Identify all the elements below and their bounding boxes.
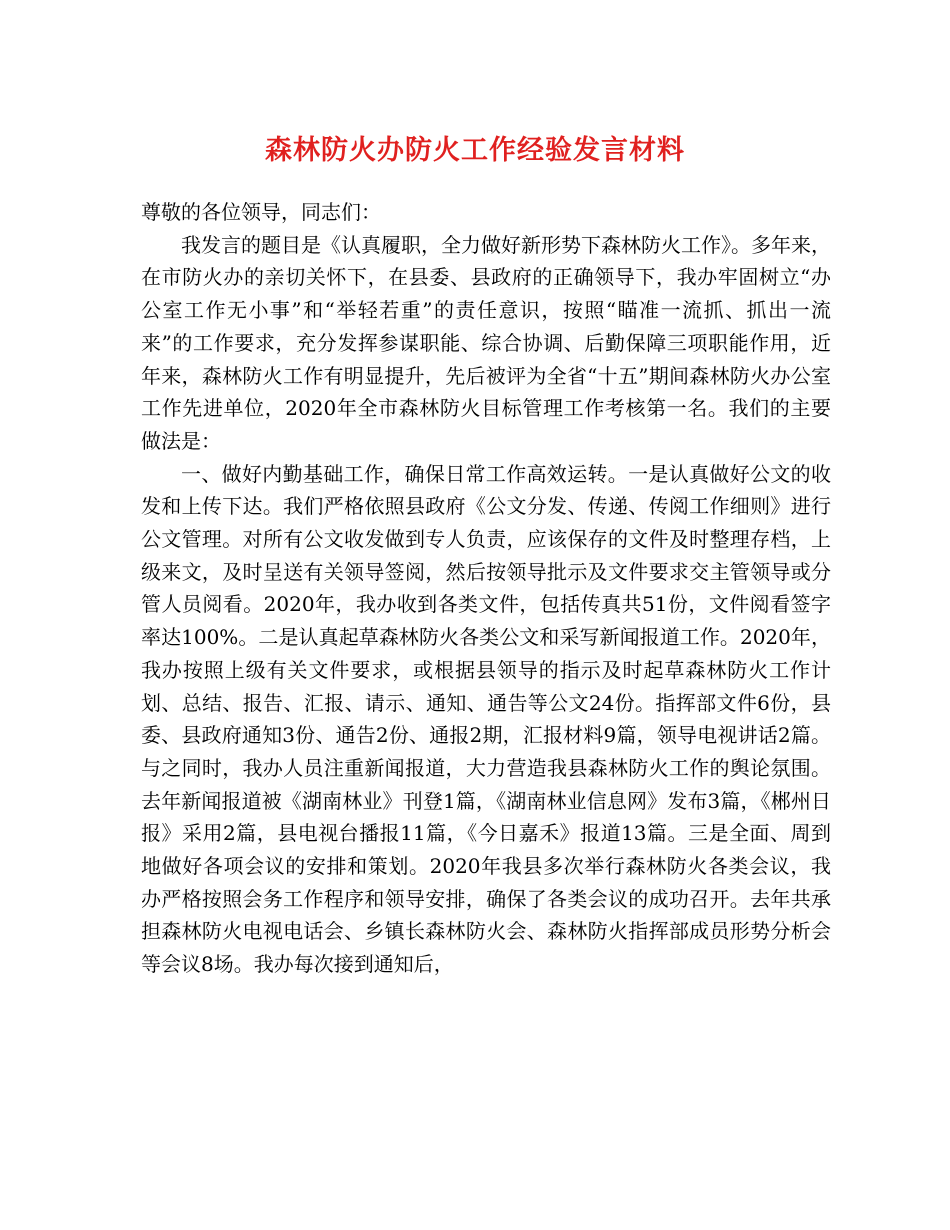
salutation: 尊敬的各位领导，同志们： xyxy=(141,200,381,224)
document-title: 森林防火办防火工作经验发言材料 xyxy=(265,135,685,166)
document-body xyxy=(141,196,831,981)
paragraph-intro: 我发言的题目是《认真履职，全力做好新形势下森林防火工作》。多年来，在市防火办的亲切关怀下，在县委、县政府的正确领导下，我办牢固树立“办公室工作无小事”和“举轻若重”的责任意识，按照“瞄准一流抓、抓出一流来”的工作要求，充分发挥参谋职能、综合协调、后勤保障三项职能作用，近年来，森林防火工作有明显提升，先后被评为全省“十五”期间森林防火办公室工作先进单位，2020年全市森林防火目标管理工作考核第一名。我们的主要做法是： xyxy=(141,232,831,453)
paragraph-section-one: 一、做好内勤基础工作，确保日常工作高效运转。一是认真做好公文的收发和上传下达。我们严格依照县政府《公文分发、传递、传阅工作细则》进行公文管理。对所有公文收发做到专人负责，应该保存的文件及时整理存档，上级来文，及时呈送有关领导签阅，然后按领导批示及文件要求交主管领导或分管人员阅看。2020年，我办收到各类文件，包括传真共51份，文件阅看签字率达100%。二是认真起草森林防火各类公文和采写新闻报道工作。2020年，我办按照上级有关文件要求，或根据县领导的指示及时起草森林防火工作计划、总结、报告、汇报、请示、通知、通告等公文24份。指挥部文件6份，县委、县政府通知3份、通告2份、通报2期，汇报材料9篇，领导电视讲话2篇。与之同时，我办人员注重新闻报道，大力营造我县森林防火工作的舆论氛围。去年新闻报道被《湖南林业》刊登1篇，《湖南林业信息网》发布3篇，《郴州日报》采用2篇，县电视台播报11篇，《今日嘉禾》报道13篇。三是全面、周到地做好各项会议的安排和策划。2020年我县多次举行森林防火各类会议，我办严格按照会务工作程序和领导安排，确保了各类会议的成功召开。去年共承担森林防火电视电话会、乡镇长森林防火会、森林防火指挥部成员形势分析会等会议8场。我办每次接到通知后， xyxy=(141,461,831,977)
